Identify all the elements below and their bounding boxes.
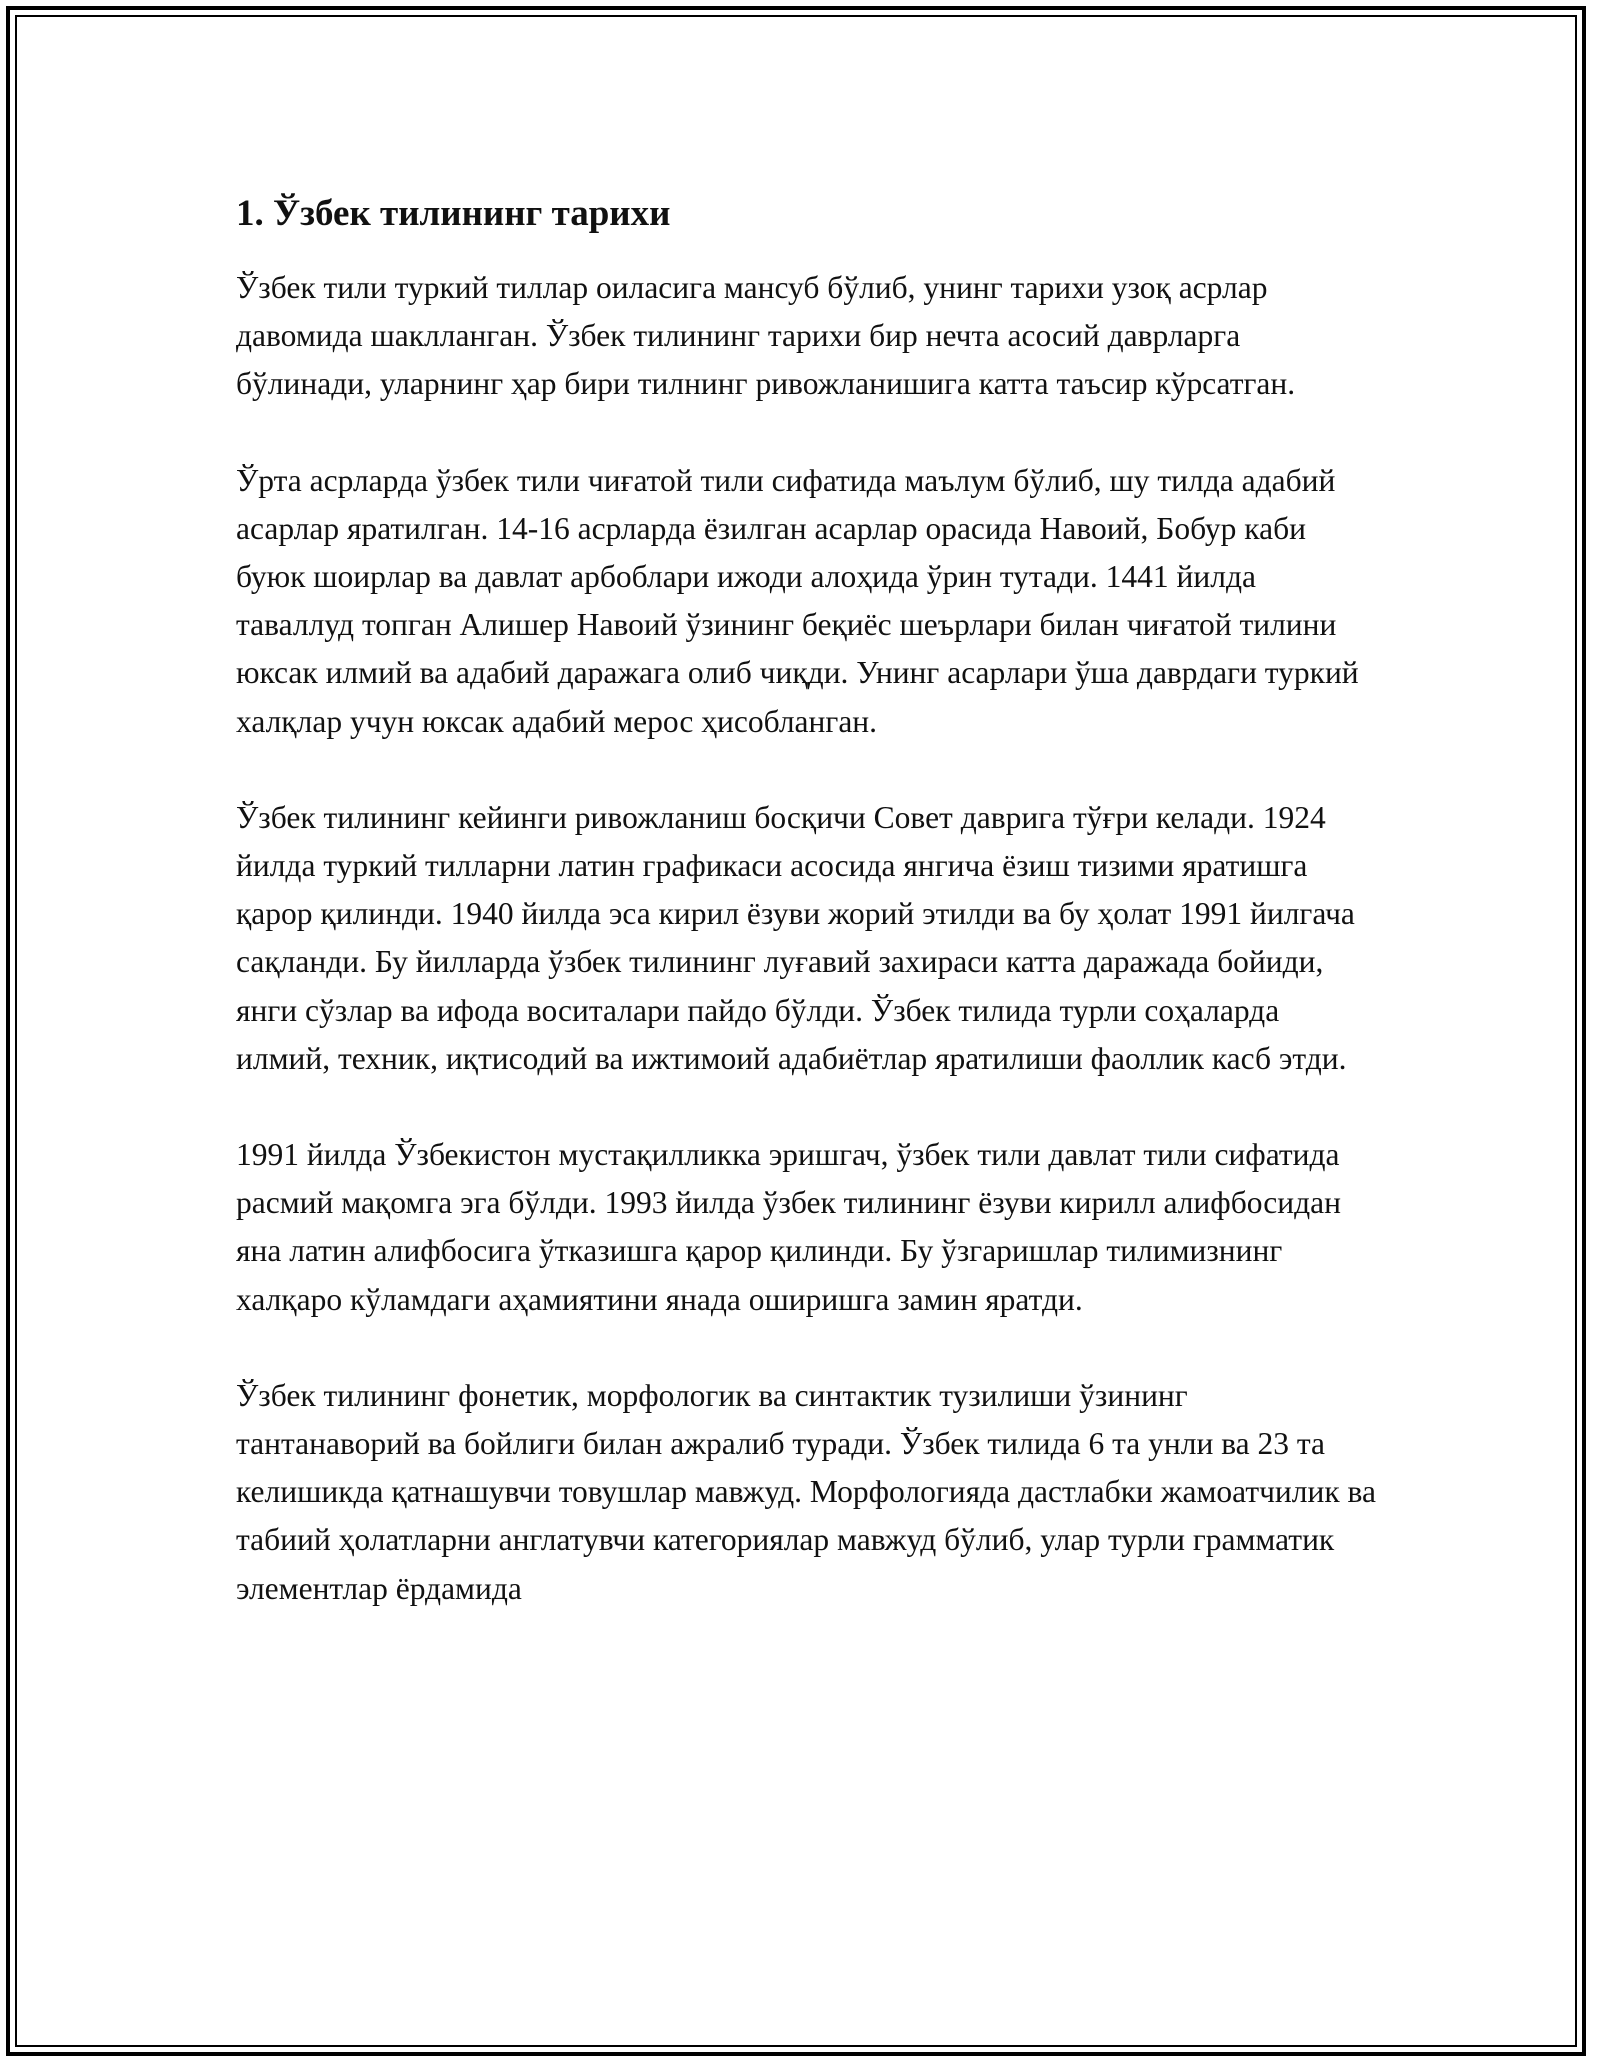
paragraph-4: 1991 йилда Ўзбекистон мустақилликка эришгач, ўзбек тили давлат тили сифатида расмий мақомга эга бўлди. 1993 йилда ўзбек тилининг ёзуви кирилл алифбосидан яна латин алифбосига ўтказишга қарор қилинди. Бу ўзгаришлар тилимизнинг халқаро кўламдаги аҳамиятини янада оширишга замин яратди. — [236, 1137, 1341, 1317]
document-body — [236, 190, 1376, 1661]
section-heading: 1. Ўзбек тилининг тарихи — [236, 193, 671, 234]
paragraph-2: Ўрта асрларда ўзбек тили чиғатой тили сифатида маълум бўлиб, шу тилда адабий асарлар яратилган. 14-16 асрларда ёзилган асарлар орасида Навоий, Бобур каби буюк шоирлар ва давлат арбоблари ижоди алоҳида ўрин тутади. 1441 йилда таваллуд топган Алишер Навоий ўзининг беқиёс шеърлари билан чиғатой тилини юксак илмий ва адабий даражага олиб чиқди. Унинг асарлари ўша даврдаги туркий халқлар учун юксак адабий мерос ҳисобланган. — [236, 462, 1359, 739]
paragraph-5: Ўзбек тилининг фонетик, морфологик ва синтактик тузилиши ўзининг тантанаворий ва бойлиги билан ажралиб туради. Ўзбек тилида 6 та унли ва 23 та келишикда қатнашувчи товушлар мавжуд. Морфологияда дастлабки жамоатчилик ва табиий ҳолатларни англатувчи категориялар мавжуд бўлиб, улар турли грамматик элементлар ёрдамида — [236, 1377, 1376, 1606]
paragraph-1: Ўзбек тили туркий тиллар оиласига мансуб бўлиб, унинг тарихи узоқ асрлар давомида шаклланган. Ўзбек тилининг тарихи бир нечта асосий даврларга бўлинади, уларнинг ҳар бири тилнинг ривожланишига катта таъсир кўрсатган. — [236, 270, 1296, 402]
paragraph-3: Ўзбек тилининг кейинги ривожланиш босқичи Совет даврига тўғри келади. 1924 йилда туркий тилларни латин графикаси асосида янгича ёзиш тизими яратишга қарор қилинди. 1940 йилда эса кирил ёзуви жорий этилди ва бу ҳолат 1991 йилгача сақланди. Бу йилларда ўзбек тилининг луғавий захираси катта даражада бойиди, янги сўзлар ва ифода воситалари пайдо бўлди. Ўзбек тилида турли соҳаларда илмий, техник, иқтисодий ва ижтимоий адабиётлар яратилиши фаоллик касб этди. — [236, 799, 1355, 1076]
